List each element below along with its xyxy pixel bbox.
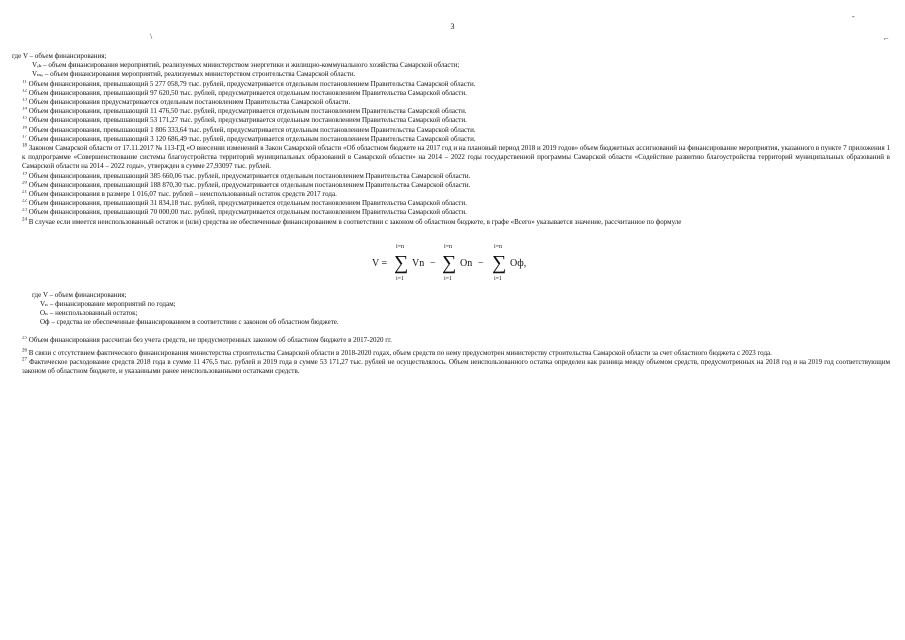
- sum3-top: i=n: [494, 243, 503, 250]
- footnote-11: $^{11}$ Объем финансирования, превышающий 5 277 058,79 тыс. рублей, предусматривается отдельным постановлением Правительства Самарской области.: [22, 79, 476, 88]
- footnote-26: $^{26}$ В связи с отсутствием фактического финансирования министерства строительства Самарской области в 2018-2020 годах, объем средств по нему предусмотрен министерству строительства Самарской области за счет областного бюджета с 2023 года.: [22, 348, 772, 357]
- footnote-13: $^{13}$ Объем финансирования предусматривается отдельным постановлением Правительства Самарской области.: [22, 98, 351, 107]
- footnote-22: $^{22}$ Объем финансирования, превышающий 31 834,18 тыс. рублей, предусматривается отдельным постановлением Правительства Самарской области.: [22, 199, 467, 208]
- scan-mark: \: [150, 32, 153, 41]
- document-body: [12, 52, 890, 376]
- footnote-23: $^{23}$ Объем финансирования, превышающий 70 000,00 тыс. рублей, предусматривается отдельным постановлением Правительства Самарской области.: [22, 208, 467, 217]
- top-intro: где V – объем финансирования;: [12, 52, 107, 60]
- sum1-sign: ∑: [394, 251, 409, 274]
- sum3-sign: ∑: [492, 251, 507, 274]
- sum2-bottom: i=1: [444, 275, 453, 282]
- bottom-intro: где V – объем финансирования;: [32, 290, 127, 299]
- formula-term1: Vn: [412, 257, 425, 269]
- bottom-def-2: Oₙ – неиспользованный остаток;: [40, 309, 138, 318]
- sum3-bottom: i=1: [494, 275, 503, 282]
- sum1-bottom: i=1: [396, 275, 405, 282]
- footnote-18: $^{18}$ Законом Самарской области от 17.11.2017 № 113-ГД «О внесении изменений в Закон Самарской области «Об областном бюджете на 2017 год и на плановый период 2018 и 2019 годов» объем бюджетных ассигнований на финансирование мероприятия, указанного в пункте 7 приложения 1 к подпрограмме «Совершенствование системы благоустройства территорий муниципальных образований в Самарской области» на 2014 – 2022 годы государственной программы Самарской области «Содействие развитию благоустройства территорий муниципальных образований в Самарской области на 2014 – 2022 годы», утвержден в сумме 27,93097 тыс. рублей.: [22, 143, 891, 171]
- formula-term2: On: [460, 257, 473, 269]
- footnote-24: $^{24}$ В случае если имеется неиспользованный остаток и (или) средства не обеспеченные финансированием в соответствии с законом об областном бюджете, в графе «Всего» указывается значение, рассчитанное по формуле: [22, 217, 682, 226]
- formula-term3: Oф,: [510, 257, 527, 269]
- formula-svg: [372, 239, 542, 285]
- sum1-top: i=n: [396, 243, 405, 250]
- sum2-sign: ∑: [442, 251, 457, 274]
- footnote-15: $^{15}$ Объем финансирования, превышающий 53 171,27 тыс. рублей, предусматривается отдельным постановлением Правительства Самарской области.: [22, 116, 467, 125]
- top-def-1: Vₑₖ – объем финансирования мероприятий, реализуемых министерством энергетики и жилищно-коммунального хозяйства Самарской области;: [32, 61, 460, 70]
- bottom-def-1: Vₙ – финансирование мероприятий по годам;: [40, 300, 176, 309]
- footnote-27: $^{27}$ Фактическое расходование средств 2018 года в сумме 11 476,5 тыс. рублей и 2019 года в сумме 53 171,27 тыс. рублей не осуществлялось. Объем неиспользованного остатка определен как разница между объемом средств, предусмотренных на 2018 год и на 2019 год соответствующим законом об областном бюджете, и указанными ранее неиспользованными остатками средств.: [22, 357, 890, 376]
- formula-minus1: −: [430, 257, 436, 269]
- corner-mark-right: ⌐: [884, 34, 889, 43]
- footnote-19: $^{19}$ Объем финансирования, превышающий 385 660,06 тыс. рублей, предусматривается отдельным постановлением Правительства Самарской области.: [22, 171, 471, 180]
- top-def-2: Vₘₑ – объем финансирования мероприятий, реализуемых министерством строительства Самарской области.: [32, 70, 356, 79]
- footnote-25: $^{25}$ Объем финансирования рассчитан без учета средств, не предусмотренных законом об областном бюджете в 2017-2020 гг.: [22, 335, 392, 344]
- page-number: 3: [450, 22, 455, 31]
- footnote-14: $^{14}$ Объем финансирования, превышающий 11 476,50 тыс. рублей, предусматривается отдельным постановлением Правительства Самарской области.: [22, 107, 467, 116]
- corner-mark-top: -: [852, 12, 855, 21]
- footnote-21: $^{21}$ Объем финансирования в размере 1 016,07 тыс. рублей – неиспользованный остаток средств 2017 года.: [22, 190, 337, 199]
- footnote-20: $^{20}$ Объем финансирования, превышающий 188 870,30 тыс. рублей, предусматривается отдельным постановлением Правительства Самарской области.: [22, 180, 471, 189]
- formula-minus2: −: [478, 257, 484, 269]
- bottom-def-3: Oф – средства не обеспеченные финансированием в соответствии с законом об областном бюджете.: [40, 318, 339, 327]
- formula: [12, 239, 890, 287]
- sum2-top: i=n: [444, 243, 453, 250]
- formula-lhs: V =: [372, 257, 388, 269]
- footnote-17: $^{17}$ Объем финансирования, превышающий 3 120 686,49 тыс. рублей, предусматривается отдельным постановлением Правительства Самарской области.: [22, 134, 476, 143]
- footnote-16: $^{16}$ Объем финансирования, превышающий 1 806 333,64 тыс. рублей, предусматривается отдельным постановлением Правительства Самарской области.: [22, 125, 476, 134]
- footnote-12: $^{12}$ Объем финансирования, превышающий 97 620,50 тыс. рублей, предусматривается отдельным постановлением Правительства Самарской области.: [22, 88, 467, 97]
